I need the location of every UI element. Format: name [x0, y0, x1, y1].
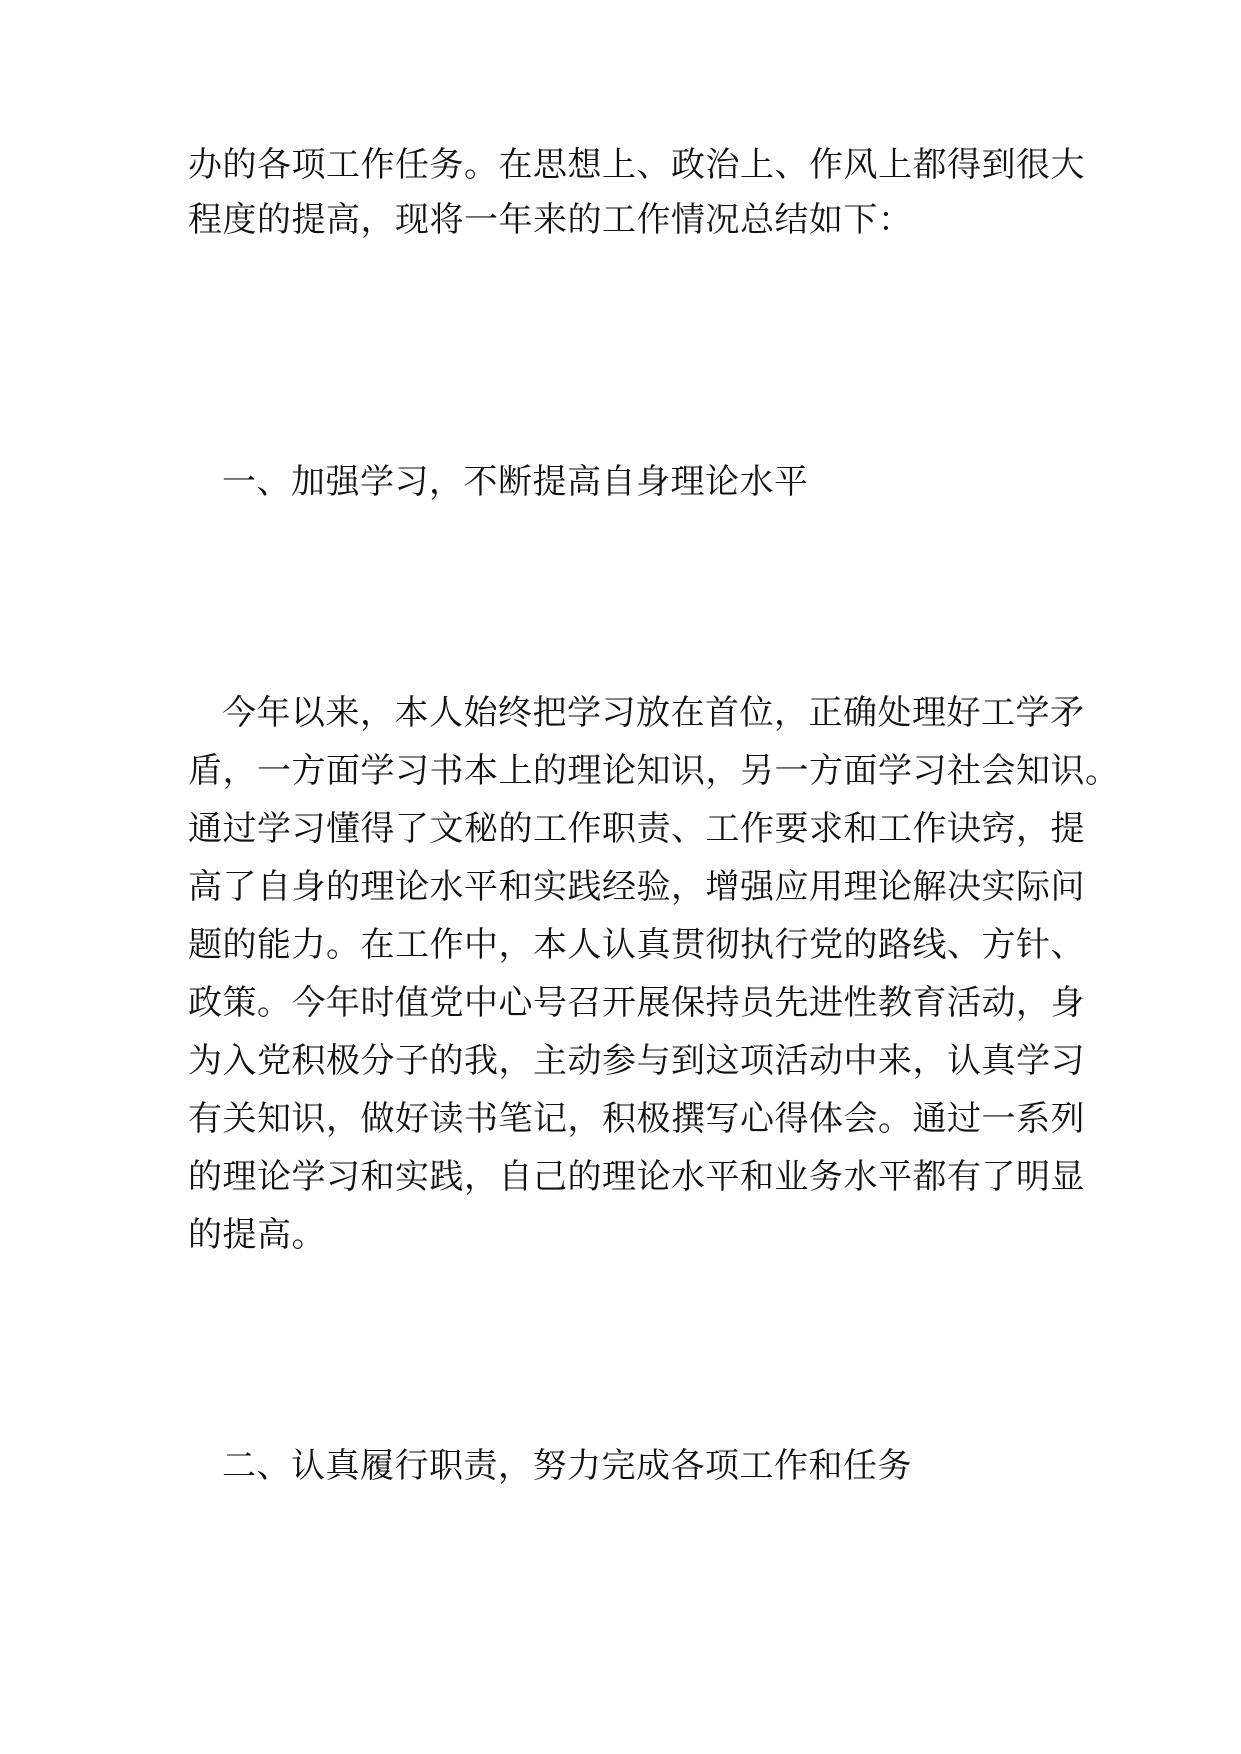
paragraph-line: 高了自身的理论水平和实践经验，增强应用理论解决实际问 [188, 867, 1085, 907]
paragraph-line: 的提高。 [188, 1215, 326, 1255]
intro-line: 办的各项工作任务。在思想上、政治上、作风上都得到很大 [188, 145, 1085, 185]
paragraph-line: 题的能力。在工作中，本人认真贯彻执行党的路线、方针、 [188, 925, 1085, 965]
paragraph-line: 通过学习懂得了文秘的工作职责、工作要求和工作诀窍，提 [188, 809, 1085, 849]
section-heading-2: 二、认真履行职责，努力完成各项工作和任务 [222, 1446, 912, 1486]
paragraph-line: 有关知识，做好读书笔记，积极撰写心得体会。通过一系列 [188, 1099, 1085, 1139]
paragraph-line: 盾，一方面学习书本上的理论知识，另一方面学习社会知识。 [188, 751, 1120, 791]
paragraph-line: 为入党积极分子的我，主动参与到这项活动中来，认真学习 [188, 1041, 1085, 1081]
paragraph-line: 今年以来，本人始终把学习放在首位，正确处理好工学矛 [222, 693, 1085, 733]
section-heading-1: 一、加强学习，不断提高自身理论水平 [222, 462, 809, 502]
paragraph-line: 的理论学习和实践，自己的理论水平和业务水平都有了明显 [188, 1157, 1085, 1197]
intro-line: 程度的提高，现将一年来的工作情况总结如下： [188, 200, 913, 240]
paragraph-line: 政策。今年时值党中心号召开展保持员先进性教育活动，身 [188, 983, 1085, 1023]
